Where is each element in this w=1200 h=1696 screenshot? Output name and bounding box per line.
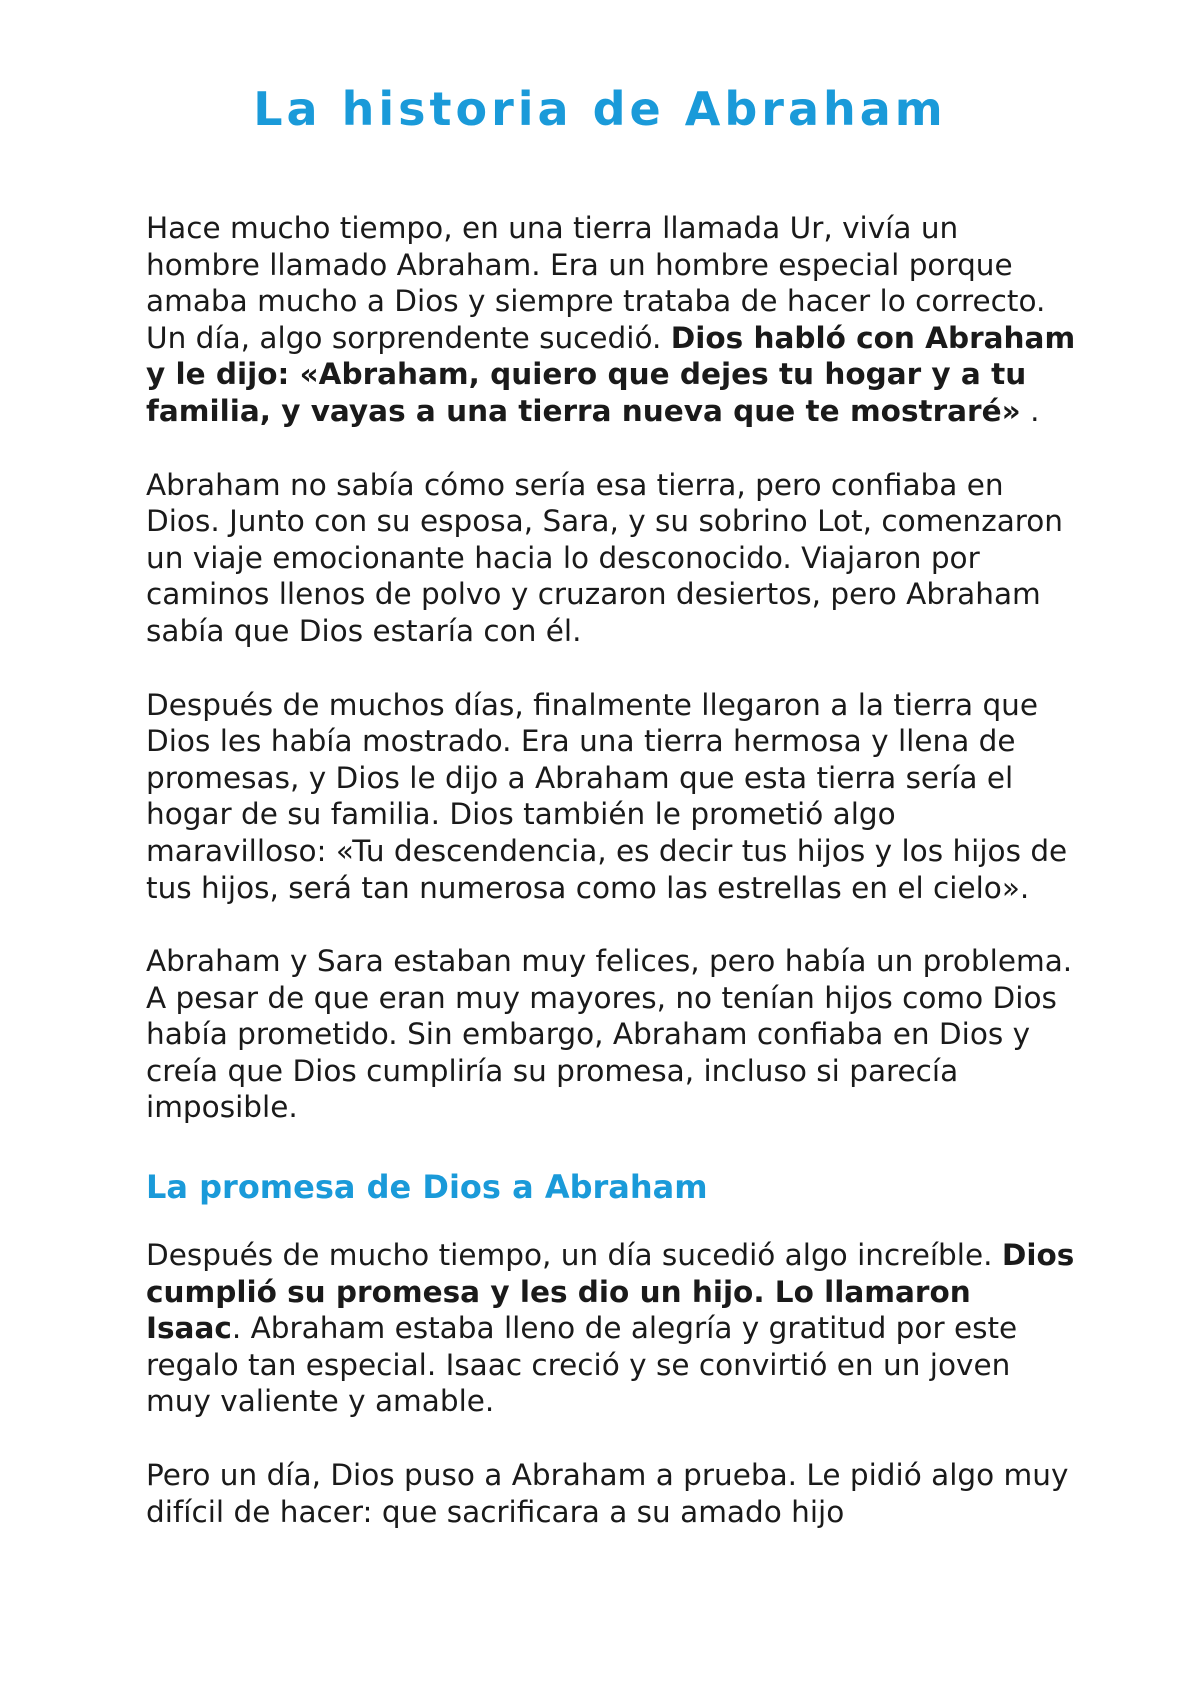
paragraph-4: Abraham y Sara estaban muy felices, pero había un problema. A pesar de que eran muy mayores, no tenían hijos como Dios había prometido. Sin embargo, Abraham confiaba en Dios y creía que Dios cumpliría su promesa, incluso si parecía imposible. xyxy=(146,944,1073,1125)
paragraph-1 xyxy=(146,210,1076,430)
paragraph-5-start: Después de mucho tiempo, un día sucedió algo increíble. xyxy=(146,1238,1002,1273)
paragraph-6: Pero un día, Dios puso a Abraham a prueba. Le pidió algo muy difícil de hacer: que sacrificara a su amado hijo xyxy=(146,1458,1069,1529)
paragraph-1-text: Hace mucho tiempo, en una tierra llamada Ur, vivía un hombre llamado Abraham. Era un hombre especial porque amaba mucho a Dios y siempre trataba de hacer lo correcto. Un día, algo sorprendente sucedió. xyxy=(146,211,1046,355)
paragraph-1-bold-quote: Dios habló con Abraham y le dijo: «Abraham, quiero que dejes tu hogar y a tu familia, y vayas a una tierra nueva que te mostraré» xyxy=(146,320,1076,428)
document-title: La historia de Abraham xyxy=(253,82,947,136)
paragraph-1-end: . xyxy=(1020,393,1040,428)
paragraph-3: Después de muchos días, finalmente llegaron a la tierra que Dios les había mostrado. Era una tierra hermosa y llena de promesas, y Dios le dijo a Abraham que esta tierra sería el hogar de su familia. Dios también le prometió algo maravilloso: «Tu descendencia, es decir tus hijos y los hijos de tus hijos, será tan numerosa como las estrellas en el cielo». xyxy=(146,687,1068,905)
document-body xyxy=(146,210,1076,1530)
paragraph-2: Abraham no sabía cómo sería esa tierra, pero confiaba en Dios. Junto con su esposa, Sara, y su sobrino Lot, comenzaron un viaje emocionante hacia lo desconocido. Viajaron por caminos llenos de polvo y cruzaron desiertos, pero Abraham sabía que Dios estaría con él. xyxy=(146,467,1064,648)
paragraph-5-end: . Abraham estaba lleno de alegría y gratitud por este regalo tan especial. Isaac creció y se convirtió en un joven muy valiente y amable. xyxy=(146,1311,1018,1419)
paragraph-5 xyxy=(146,1237,1076,1420)
paragraph-5-bold: Dios cumplió su promesa y les dio un hijo. Lo llamaron Isaac xyxy=(146,1238,1075,1346)
section-heading: La promesa de Dios a Abraham xyxy=(146,1168,708,1207)
